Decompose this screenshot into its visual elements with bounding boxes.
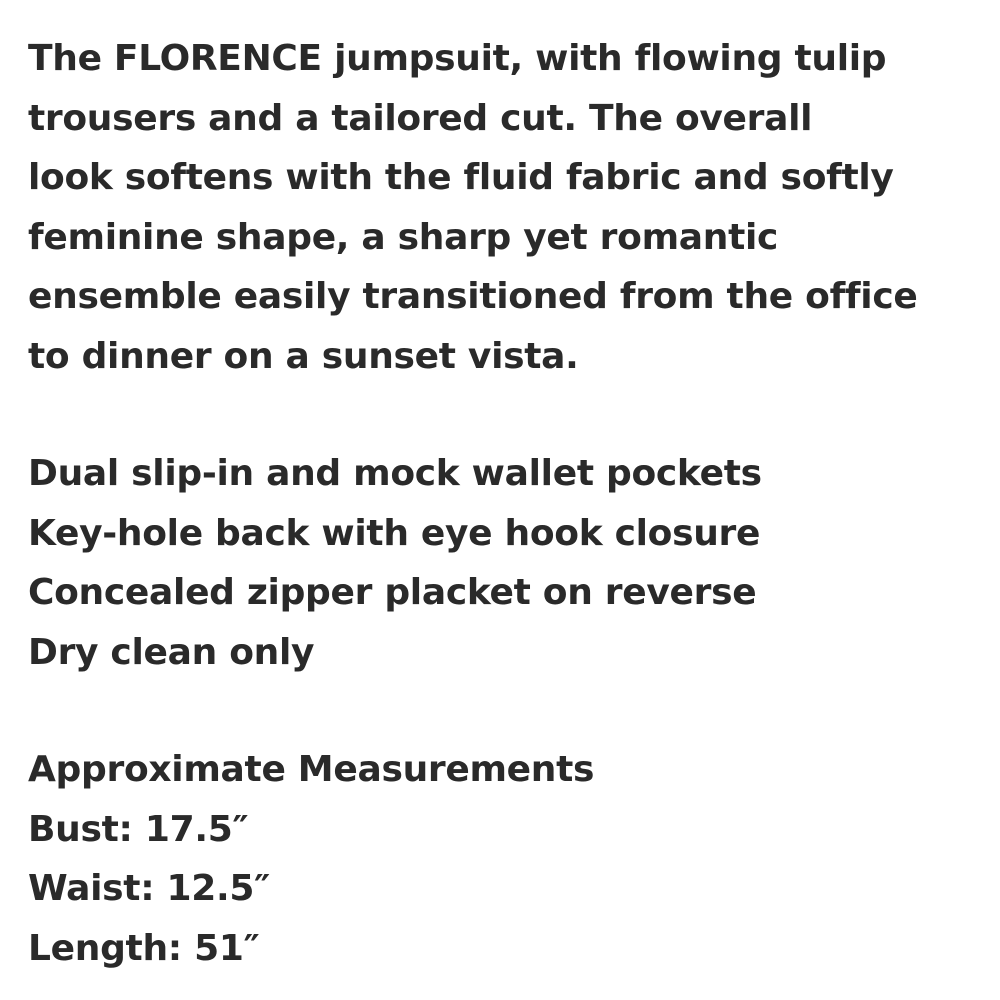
description-paragraph xyxy=(28,29,988,386)
feature-item: Dry clean only xyxy=(28,631,315,673)
feature-item: Dual slip-in and mock wallet pockets xyxy=(28,453,762,494)
feature-item: Key-hole back with eye hook closure xyxy=(28,512,761,554)
feature-list xyxy=(28,444,988,682)
measurements-section xyxy=(28,740,988,978)
measurement-item-bust: Bust: 17.5″ xyxy=(28,808,249,850)
description-line: trousers and a tailored cut. The overall xyxy=(28,97,813,139)
measurement-item-waist: Waist: 12.5″ xyxy=(28,868,270,909)
description-line: The FLORENCE jumpsuit, with flowing tulip xyxy=(28,38,887,79)
feature-item: Concealed zipper placket on reverse xyxy=(28,572,757,613)
measurements-heading: Approximate Measurements xyxy=(28,749,595,790)
description-line: feminine shape, a sharp yet romantic xyxy=(28,216,779,258)
measurement-item-length: Length: 51″ xyxy=(28,927,260,969)
description-line: ensemble easily transitioned from the office xyxy=(28,276,918,317)
description-line: to dinner on a sunset vista. xyxy=(28,335,579,377)
description-line: look softens with the fluid fabric and softly xyxy=(28,157,894,198)
